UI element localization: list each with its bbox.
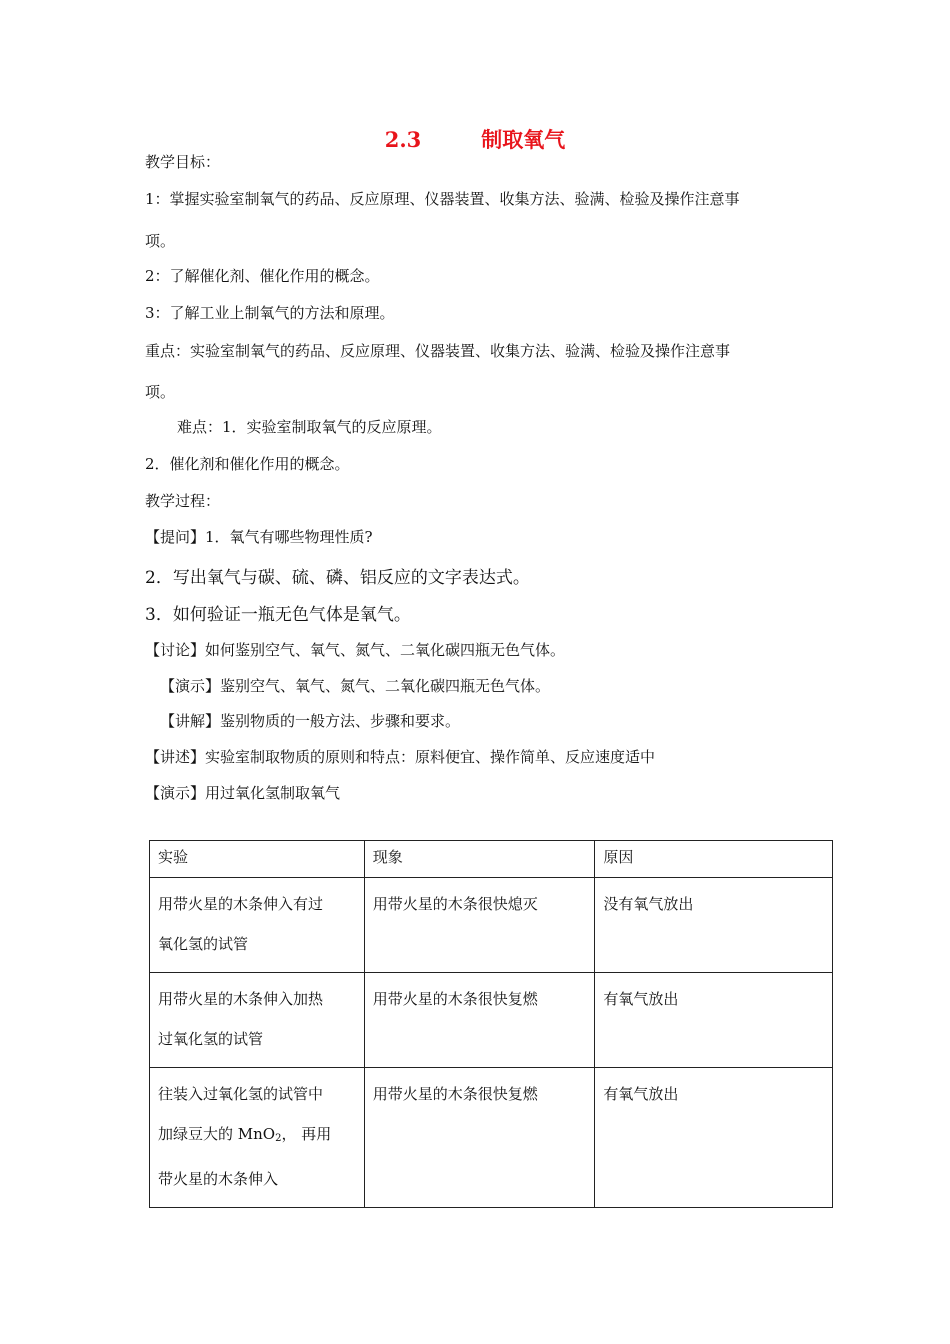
table-header-row (150, 841, 833, 878)
experiment-text: 过氧化氢的试管 (158, 1030, 264, 1048)
narration: 【讲述】实验室制取物质的原则和特点：原料便宜、操作简单、反应速度适中 (145, 748, 656, 766)
experiment-text: 带火星的木条伸入 (158, 1170, 279, 1188)
experiment-text: 往装入过氧化氢的试管中 (158, 1085, 324, 1103)
section-number: 2.3 (384, 127, 422, 152)
experiment-text: 用带火星的木条伸入加热 (158, 990, 324, 1008)
process-heading: 教学过程： (145, 492, 221, 510)
question-2: 2．写出氧气与碳、硫、磷、铝反应的文字表达式。 (145, 568, 530, 588)
objectives-heading: 教学目标： (145, 153, 221, 171)
objective-2: 2：了解催化剂、催化作用的概念。 (145, 267, 380, 285)
experiment-cell (150, 1068, 365, 1208)
header-reason: 原因 (595, 841, 833, 878)
objective-1-cont: 项。 (145, 232, 176, 250)
phenomenon-cell: 用带火星的木条很快复燃 (364, 1068, 595, 1208)
experiment-cell (150, 878, 365, 973)
explanation: 【讲解】鉴别物质的一般方法、步骤和要求。 (160, 712, 461, 730)
header-phenomenon: 现象 (364, 841, 595, 878)
difficulty-1: 难点：1．实验室制取氧气的反应原理。 (177, 418, 442, 436)
reason-cell: 没有氧气放出 (595, 878, 833, 973)
experiment-cell (150, 973, 365, 1068)
reason-cell: 有氧气放出 (595, 973, 833, 1068)
page-title (0, 124, 950, 154)
table-row (150, 878, 833, 973)
experiment-text-formula (158, 1114, 356, 1159)
section-title: 制取氧气 (481, 127, 566, 152)
table-row (150, 1068, 833, 1208)
header-experiment: 实验 (150, 841, 365, 878)
formula-prefix: 加绿豆大的 MnO (158, 1125, 276, 1143)
objective-3: 3：了解工业上制氧气的方法和原理。 (145, 304, 395, 322)
demo-2: 【演示】用过氧化氢制取氧气 (145, 784, 341, 802)
experiment-text: 氧化氢的试管 (158, 935, 249, 953)
question-1: 【提问】1．氧气有哪些物理性质? (145, 528, 373, 546)
experiment-text: 用带火星的木条伸入有过 (158, 895, 324, 913)
reason-cell: 有氧气放出 (595, 1068, 833, 1208)
experiment-table (149, 840, 833, 1208)
formula-suffix: ， 再用 (281, 1125, 332, 1143)
phenomenon-cell: 用带火星的木条很快复燃 (364, 973, 595, 1068)
key-point-cont: 项。 (145, 383, 176, 401)
demo-1: 【演示】鉴别空气、氧气、氮气、二氧化碳四瓶无色气体。 (160, 677, 551, 695)
difficulty-2: 2．催化剂和催化作用的概念。 (145, 455, 350, 473)
discussion: 【讨论】如何鉴别空气、氧气、氮气、二氧化碳四瓶无色气体。 (145, 641, 566, 659)
objective-1: 1：掌握实验室制氧气的药品、反应原理、仪器装置、收集方法、验满、检验及操作注意事 (145, 190, 740, 208)
question-3: 3．如何验证一瓶无色气体是氧气。 (145, 605, 411, 625)
formula-subscript: 2 (275, 1133, 282, 1144)
key-point: 重点：实验室制氧气的药品、反应原理、仪器装置、收集方法、验满、检验及操作注意事 (145, 342, 731, 360)
table-row (150, 973, 833, 1068)
phenomenon-cell: 用带火星的木条很快熄灭 (364, 878, 595, 973)
